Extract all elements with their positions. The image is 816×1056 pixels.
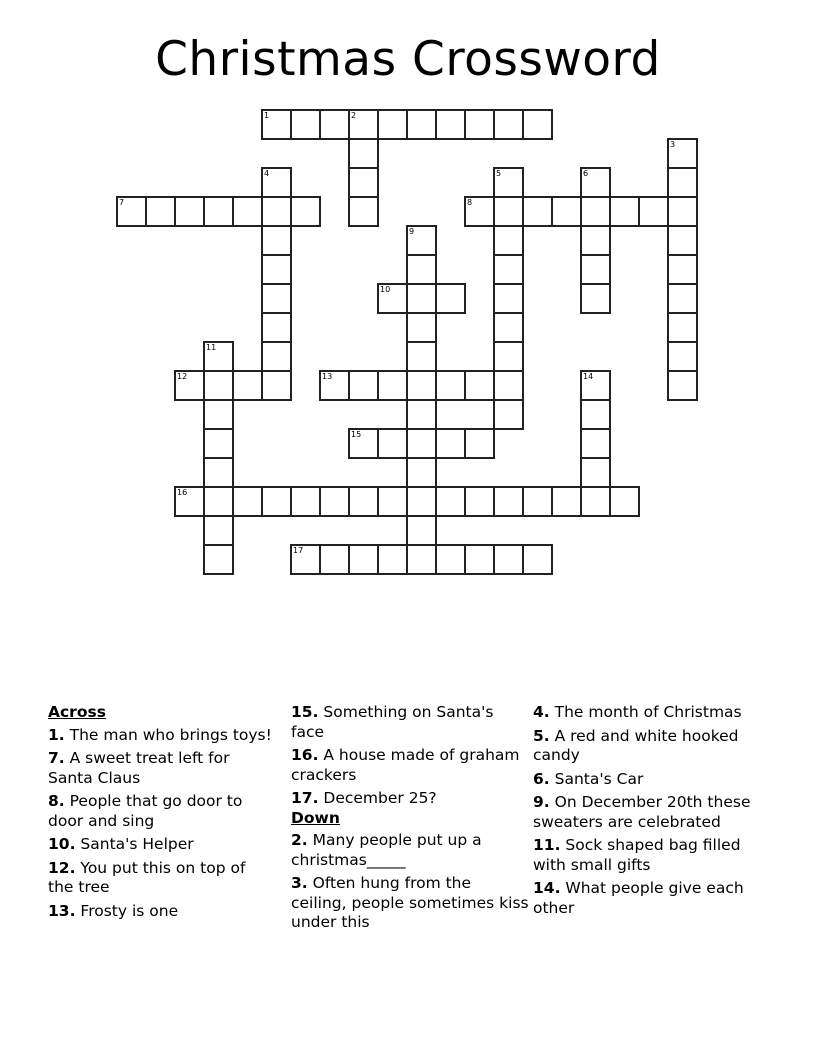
clue-item [48, 859, 273, 898]
clue-number: 11. [533, 836, 561, 854]
grid-cell[interactable] [406, 544, 437, 575]
clue-number: 15. [291, 703, 319, 721]
grid-cell[interactable] [580, 399, 611, 430]
clue-number: 7 [119, 198, 125, 207]
grid-cell[interactable] [261, 196, 292, 227]
grid-cell[interactable] [580, 370, 611, 401]
clue-item [533, 727, 753, 766]
clues-column-2 [291, 703, 529, 937]
grid-cell[interactable] [290, 544, 321, 575]
grid-cell[interactable] [493, 196, 524, 227]
grid-cell[interactable] [261, 283, 292, 314]
grid-cell[interactable] [580, 457, 611, 488]
grid-cell[interactable] [348, 167, 379, 198]
clue-item [533, 879, 753, 918]
clue-number: 17. [291, 789, 319, 807]
grid-cell[interactable] [435, 486, 466, 517]
grid-cell[interactable] [406, 341, 437, 372]
clue-item [291, 831, 529, 870]
grid-cell[interactable] [406, 370, 437, 401]
clue-number: 1. [48, 725, 65, 744]
clue-number: 12 [177, 372, 188, 381]
grid-cell[interactable] [203, 428, 234, 459]
across-heading: Across [48, 703, 106, 721]
grid-cell[interactable] [609, 196, 640, 227]
clues-column-3 [533, 703, 753, 922]
clue-text: Often hung from the ceiling, people sometimes kiss under this [291, 874, 529, 931]
clue-number: 17 [293, 546, 304, 555]
clue-number: 3. [291, 874, 308, 892]
clue-item [291, 703, 529, 742]
grid-cell[interactable] [464, 370, 495, 401]
grid-cell[interactable] [203, 341, 234, 372]
grid-cell[interactable] [464, 486, 495, 517]
grid-cell[interactable] [406, 225, 437, 256]
grid-cell[interactable] [493, 341, 524, 372]
grid-cell[interactable] [667, 167, 698, 198]
grid-cell[interactable] [609, 486, 640, 517]
grid-cell[interactable] [406, 428, 437, 459]
grid-cell[interactable] [435, 428, 466, 459]
clue-number: 2. [291, 831, 308, 849]
grid-cell[interactable] [522, 109, 553, 140]
clue-number: 8. [48, 792, 65, 810]
grid-cell[interactable] [261, 225, 292, 256]
clue-text: Frosty is one [80, 901, 179, 920]
grid-cell[interactable] [203, 515, 234, 546]
grid-cell[interactable] [464, 428, 495, 459]
grid-cell[interactable] [203, 196, 234, 227]
grid-cell[interactable] [261, 167, 292, 198]
grid-cell[interactable] [406, 399, 437, 430]
grid-cell[interactable] [377, 370, 408, 401]
clue-item [533, 703, 753, 723]
clue-number: 10. [48, 835, 76, 853]
clue-number: 15 [351, 430, 362, 439]
clue-number: 6 [583, 169, 589, 178]
clue-text: What people give each other [533, 879, 744, 917]
grid-cell[interactable] [261, 254, 292, 285]
grid-cell[interactable] [203, 544, 234, 575]
grid-cell[interactable] [203, 457, 234, 488]
grid-cell[interactable] [667, 225, 698, 256]
grid-cell[interactable] [551, 196, 582, 227]
clue-item [48, 902, 273, 922]
grid-cell[interactable] [203, 370, 234, 401]
grid-cell[interactable] [406, 486, 437, 517]
grid-cell[interactable] [522, 196, 553, 227]
grid-cell[interactable] [348, 370, 379, 401]
grid-cell[interactable] [261, 486, 292, 517]
grid-cell[interactable] [319, 486, 350, 517]
grid-cell[interactable] [232, 196, 263, 227]
clue-number: 4 [264, 169, 270, 178]
clue-item [533, 836, 753, 875]
clue-number: 9 [409, 227, 415, 236]
grid-cell[interactable] [406, 312, 437, 343]
clue-text: Many people put up a christmas_____ [291, 831, 482, 869]
grid-cell[interactable] [493, 486, 524, 517]
clue-item [533, 770, 753, 790]
clue-text: The month of Christmas [554, 703, 742, 721]
grid-cell[interactable] [667, 138, 698, 169]
grid-cell[interactable] [377, 428, 408, 459]
clue-item [291, 874, 529, 933]
clue-number: 13 [322, 372, 333, 381]
grid-cell[interactable] [493, 254, 524, 285]
grid-cell[interactable] [406, 283, 437, 314]
clue-number: 11 [206, 343, 217, 352]
grid-cell[interactable] [406, 109, 437, 140]
grid-cell[interactable] [290, 486, 321, 517]
grid-cell[interactable] [348, 109, 379, 140]
page-title: Christmas Crossword [155, 32, 661, 87]
grid-cell[interactable] [667, 370, 698, 401]
grid-cell[interactable] [580, 254, 611, 285]
grid-cell[interactable] [348, 544, 379, 575]
clue-number: 7. [48, 749, 65, 767]
grid-cell[interactable] [493, 544, 524, 575]
clue-item [48, 726, 273, 746]
grid-cell[interactable] [464, 109, 495, 140]
grid-cell[interactable] [174, 486, 205, 517]
clues-column-1 [48, 703, 273, 925]
grid-cell[interactable] [522, 544, 553, 575]
grid-cell[interactable] [377, 544, 408, 575]
clue-number: 13. [48, 901, 76, 920]
grid-cell[interactable] [580, 196, 611, 227]
grid-cell[interactable] [232, 486, 263, 517]
grid-cell[interactable] [261, 312, 292, 343]
clue-number: 5 [496, 169, 502, 178]
grid-cell[interactable] [348, 138, 379, 169]
grid-cell[interactable] [493, 109, 524, 140]
grid-cell[interactable] [348, 486, 379, 517]
grid-cell[interactable] [580, 283, 611, 314]
grid-cell[interactable] [174, 370, 205, 401]
grid-cell[interactable] [232, 370, 263, 401]
clue-item [291, 746, 529, 785]
grid-cell[interactable] [435, 109, 466, 140]
grid-cell[interactable] [493, 283, 524, 314]
grid-cell[interactable] [319, 544, 350, 575]
clue-text: The man who brings toys! [69, 725, 272, 744]
clue-text: Santa's Helper [80, 835, 194, 853]
grid-cell[interactable] [290, 109, 321, 140]
grid-cell[interactable] [667, 254, 698, 285]
clue-text: People that go door to door and sing [48, 792, 243, 830]
grid-cell[interactable] [493, 225, 524, 256]
grid-cell[interactable] [203, 486, 234, 517]
grid-cell[interactable] [203, 399, 234, 430]
clue-text: Santa's Car [554, 769, 644, 788]
grid-cell[interactable] [145, 196, 176, 227]
down-heading: Down [291, 808, 340, 827]
grid-cell[interactable] [435, 370, 466, 401]
clue-item [48, 792, 273, 831]
grid-cell[interactable] [464, 196, 495, 227]
clue-text: You put this on top of the tree [48, 858, 246, 896]
grid-cell[interactable] [667, 283, 698, 314]
grid-cell[interactable] [522, 486, 553, 517]
clue-item [533, 793, 753, 832]
grid-cell[interactable] [493, 399, 524, 430]
grid-cell[interactable] [348, 428, 379, 459]
grid-cell[interactable] [464, 544, 495, 575]
grid-cell[interactable] [348, 196, 379, 227]
grid-cell[interactable] [290, 196, 321, 227]
grid-cell[interactable] [667, 341, 698, 372]
grid-cell[interactable] [580, 486, 611, 517]
clue-number: 9. [533, 793, 550, 811]
clue-number: 4. [533, 703, 550, 721]
grid-cell[interactable] [406, 457, 437, 488]
clue-number: 8 [467, 198, 473, 207]
grid-cell[interactable] [435, 283, 466, 314]
clue-number: 3 [670, 140, 676, 149]
clue-text: December 25? [323, 789, 437, 807]
grid-cell[interactable] [319, 109, 350, 140]
clue-text: A sweet treat left for Santa Claus [48, 749, 230, 787]
grid-cell[interactable] [551, 486, 582, 517]
clue-number: 16. [291, 746, 319, 764]
clue-item [48, 749, 273, 788]
clue-text: Something on Santa's face [291, 703, 494, 741]
grid-cell[interactable] [377, 109, 408, 140]
grid-cell[interactable] [493, 167, 524, 198]
grid-cell[interactable] [174, 196, 205, 227]
grid-cell[interactable] [261, 109, 292, 140]
clue-number: 14. [533, 879, 561, 897]
clue-text: On December 20th these sweaters are celebrated [533, 793, 751, 831]
clue-text: A red and white hooked candy [533, 726, 739, 764]
grid-cell[interactable] [580, 225, 611, 256]
clue-number: 12. [48, 858, 76, 877]
grid-cell[interactable] [580, 428, 611, 459]
grid-cell[interactable] [493, 312, 524, 343]
grid-cell[interactable] [261, 341, 292, 372]
clue-text: A house made of graham crackers [291, 746, 520, 784]
grid-cell[interactable] [406, 254, 437, 285]
grid-cell[interactable] [377, 283, 408, 314]
grid-cell[interactable] [406, 515, 437, 546]
clue-number: 6. [533, 769, 550, 788]
grid-cell[interactable] [667, 196, 698, 227]
grid-cell[interactable] [261, 370, 292, 401]
clue-item [291, 789, 529, 809]
grid-cell[interactable] [580, 167, 611, 198]
grid-cell[interactable] [377, 486, 408, 517]
grid-cell[interactable] [493, 370, 524, 401]
clue-number: 5. [533, 726, 550, 745]
grid-cell[interactable] [667, 312, 698, 343]
grid-cell[interactable] [435, 544, 466, 575]
clue-number: 2 [351, 111, 357, 120]
grid-cell[interactable] [638, 196, 669, 227]
grid-cell[interactable] [319, 370, 350, 401]
clue-text: Sock shaped bag filled with small gifts [533, 836, 741, 874]
clue-item [48, 835, 273, 855]
grid-cell[interactable] [116, 196, 147, 227]
clue-number: 16 [177, 488, 188, 497]
clue-number: 14 [583, 372, 594, 381]
clue-number: 1 [264, 111, 270, 120]
clue-number: 10 [380, 285, 391, 294]
